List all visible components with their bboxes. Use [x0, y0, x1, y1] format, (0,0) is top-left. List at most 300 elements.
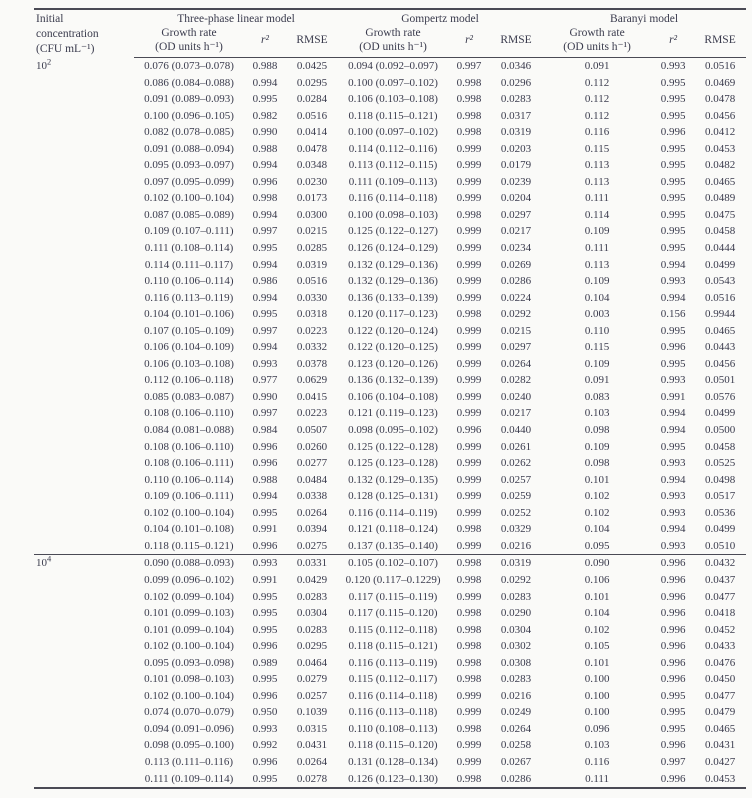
value-cell: 0.0283 [296, 590, 328, 603]
value-cell: 0.0516 [704, 60, 736, 72]
value-cell: 0.132 (0.129–0.135) [348, 473, 438, 486]
value-cell: 0.095 (0.093–0.098) [144, 656, 234, 669]
value-cell: 0.0576 [704, 390, 736, 403]
value-cell: 0.0319 [500, 126, 532, 139]
value-cell: 0.994 [252, 258, 278, 271]
value-cell: 0.997 [252, 225, 278, 238]
value-cell: 0.0464 [296, 656, 328, 669]
table-row [34, 472, 746, 489]
value-cell: 0.0348 [296, 159, 328, 172]
value-cell: 0.995 [252, 623, 278, 636]
value-cell: 0.0297 [500, 341, 532, 354]
value-cell: 0.0308 [500, 656, 532, 669]
value-cell: 0.137 (0.135–0.140) [348, 539, 438, 552]
value-cell: 0.998 [456, 76, 482, 89]
value-cell: 0.0286 [500, 772, 532, 785]
concentration-cell [34, 306, 134, 323]
value-cell: 0.998 [456, 573, 482, 586]
value-cell: 0.0456 [704, 109, 736, 122]
concentration-cell [34, 207, 134, 224]
concentration-cell [34, 538, 134, 555]
value-cell: 0.125 (0.122–0.127) [348, 225, 438, 238]
value-cell: 0.0304 [500, 623, 532, 636]
value-cell: 0.098 (0.095–0.100) [144, 739, 234, 752]
value-cell: 0.0286 [500, 275, 532, 288]
value-cell: 0.995 [660, 225, 686, 238]
value-cell: 0.0516 [704, 291, 736, 304]
value-cell: 0.950 [252, 706, 278, 719]
value-cell: 0.996 [660, 673, 686, 686]
value-cell: 0.999 [456, 159, 482, 172]
value-cell: 0.998 [456, 208, 482, 221]
value-cell: 0.995 [252, 590, 278, 603]
value-cell: 0.0258 [500, 739, 532, 752]
value-cell: 0.995 [660, 722, 686, 735]
value-cell: 0.984 [252, 424, 278, 437]
value-cell: 0.999 [456, 739, 482, 752]
table-row [34, 555, 746, 572]
value-cell: 0.998 [456, 673, 482, 686]
value-cell: 0.121 (0.119–0.123) [348, 407, 438, 420]
value-cell: 0.114 [584, 208, 610, 221]
table-row [34, 240, 746, 257]
value-cell: 0.122 (0.120–0.125) [348, 341, 438, 354]
value-cell: 0.091 (0.088–0.094) [144, 142, 234, 155]
table-row [34, 141, 746, 158]
value-cell: 0.999 [456, 225, 482, 238]
value-cell: 0.110 (0.106–0.114) [144, 473, 234, 486]
concentration-cell [34, 505, 134, 522]
table-row [34, 704, 746, 721]
value-cell: 0.125 (0.122–0.128) [348, 440, 438, 453]
value-cell: 0.003 [584, 308, 610, 321]
value-cell: 0.998 [456, 523, 482, 536]
value-cell: 0.100 (0.097–0.102) [348, 76, 438, 89]
value-cell: 0.0295 [296, 76, 328, 89]
value-cell: 0.996 [660, 772, 686, 785]
value-cell: 0.995 [252, 607, 278, 620]
value-cell: 0.111 (0.108–0.114) [144, 242, 234, 255]
value-cell: 0.996 [252, 440, 278, 453]
value-cell: 0.0249 [500, 706, 532, 719]
value-cell: 0.0252 [500, 506, 532, 519]
value-cell: 0.100 [584, 673, 610, 686]
value-cell: 0.125 (0.123–0.128) [348, 457, 438, 470]
value-cell: 0.116 (0.113–0.119) [144, 291, 234, 304]
table-row [34, 455, 746, 472]
table-row [34, 207, 746, 224]
concentration-exponent: 2 [47, 57, 52, 67]
value-cell: 0.082 (0.078–0.085) [144, 126, 234, 139]
table-row [34, 638, 746, 655]
value-cell: 0.0478 [296, 142, 328, 155]
value-cell: 0.0499 [704, 523, 736, 536]
value-cell: 0.0203 [500, 142, 532, 155]
value-cell: 0.115 (0.112–0.118) [348, 623, 438, 636]
concentration-cell [34, 422, 134, 439]
value-cell: 0.0282 [500, 374, 532, 387]
value-cell: 0.102 (0.100–0.104) [144, 640, 234, 653]
value-cell: 0.0239 [500, 175, 532, 188]
value-cell: 0.0414 [296, 126, 328, 139]
value-cell: 0.995 [660, 357, 686, 370]
value-cell: 0.110 [584, 324, 610, 337]
table-row [34, 290, 746, 307]
value-cell: 0.0452 [704, 623, 736, 636]
value-cell: 0.999 [456, 291, 482, 304]
value-cell: 0.112 [584, 76, 610, 89]
value-cell: 0.997 [660, 755, 686, 768]
table-row [34, 108, 746, 125]
value-cell: 0.101 [584, 590, 610, 603]
concentration-cell [34, 157, 134, 174]
concentration-cell [34, 754, 134, 771]
value-cell: 0.996 [252, 640, 278, 653]
value-cell: 0.995 [660, 109, 686, 122]
value-cell: 0.999 [456, 457, 482, 470]
value-cell: 0.087 (0.085–0.089) [144, 208, 234, 221]
value-cell: 0.0240 [500, 390, 532, 403]
value-cell: 0.994 [252, 291, 278, 304]
table-row [34, 771, 746, 789]
value-cell: 0.109 [584, 440, 610, 453]
table-row [34, 405, 746, 422]
value-cell: 0.0499 [704, 258, 736, 271]
table-row [34, 737, 746, 754]
concentration-cell [34, 273, 134, 290]
value-cell: 0.116 (0.114–0.119) [348, 506, 438, 519]
value-cell: 0.106 [584, 573, 610, 586]
value-cell: 0.123 (0.120–0.126) [348, 357, 438, 370]
value-cell: 0.999 [456, 755, 482, 768]
value-cell: 0.998 [456, 126, 482, 139]
value-cell: 0.0224 [500, 291, 532, 304]
concentration-exponent: 4 [47, 554, 52, 564]
value-cell: 0.105 (0.102–0.107) [338, 555, 448, 572]
concentration-cell [34, 605, 134, 622]
growth-rate-label: Growth rate [365, 27, 421, 39]
value-cell: 0.0264 [296, 755, 328, 768]
value-cell: 0.0292 [500, 573, 532, 586]
value-cell: 0.0498 [704, 473, 736, 486]
value-cell: 0.118 (0.115–0.120) [348, 739, 438, 752]
growth-rate-units: (OD units h⁻¹) [155, 41, 223, 53]
value-cell: 0.0264 [500, 357, 532, 370]
concentration-cell [34, 190, 134, 207]
value-cell: 0.099 (0.096–0.102) [144, 573, 234, 586]
value-cell: 0.997 [252, 324, 278, 337]
value-cell: 0.098 [584, 457, 610, 470]
value-cell: 0.995 [660, 706, 686, 719]
value-cell: 0.106 (0.104–0.108) [348, 390, 438, 403]
value-cell: 0.108 (0.106–0.110) [144, 407, 234, 420]
value-cell: 0.100 (0.098–0.103) [348, 208, 438, 221]
value-cell: 0.999 [456, 407, 482, 420]
value-cell: 0.995 [252, 242, 278, 255]
table-row [34, 75, 746, 92]
value-cell: 0.0465 [704, 324, 736, 337]
value-cell: 0.995 [660, 440, 686, 453]
value-cell: 0.104 (0.101–0.106) [144, 308, 234, 321]
value-cell: 0.120 (0.117–0.1229) [345, 573, 441, 586]
value-cell: 0.110 (0.106–0.114) [144, 275, 234, 288]
value-cell: 0.993 [660, 457, 686, 470]
value-cell: 0.988 [252, 60, 278, 72]
value-cell: 0.0297 [500, 208, 532, 221]
value-cell: 0.0477 [704, 590, 736, 603]
value-cell: 0.107 (0.105–0.109) [144, 324, 234, 337]
table-row [34, 505, 746, 522]
growth-rate-units: (OD units h⁻¹) [563, 41, 631, 53]
group-header-three-phase: Three-phase linear model [177, 13, 295, 25]
table-row [34, 323, 746, 340]
table-row [34, 688, 746, 705]
table-row [34, 422, 746, 439]
value-cell: 0.0275 [296, 539, 328, 552]
value-cell: 0.0267 [500, 755, 532, 768]
value-cell: 0.0458 [704, 440, 736, 453]
value-cell: 0.994 [252, 159, 278, 172]
value-cell: 0.102 (0.100–0.104) [144, 689, 234, 702]
value-cell: 0.996 [660, 656, 686, 669]
value-cell: 0.998 [456, 308, 482, 321]
value-cell: 0.0431 [704, 739, 736, 752]
value-cell: 0.999 [456, 192, 482, 205]
value-cell: 0.998 [456, 623, 482, 636]
value-cell: 0.0440 [500, 424, 532, 437]
value-cell: 0.990 [252, 126, 278, 139]
value-cell: 0.0283 [296, 623, 328, 636]
value-cell: 0.090 [542, 555, 652, 572]
value-cell: 0.0475 [704, 208, 736, 221]
growth-rate-header [134, 26, 244, 58]
value-cell: 0.118 (0.115–0.121) [144, 539, 234, 552]
value-cell: 0.102 [584, 623, 610, 636]
value-cell: 0.0329 [500, 523, 532, 536]
r-squared-header: r² [448, 26, 490, 58]
value-cell: 0.999 [456, 689, 482, 702]
value-cell: 0.999 [456, 258, 482, 271]
value-cell: 0.116 (0.113–0.119) [348, 656, 438, 669]
value-cell: 0.994 [660, 258, 686, 271]
value-cell: 0.0269 [500, 258, 532, 271]
value-cell: 0.095 (0.093–0.097) [144, 159, 234, 172]
value-cell: 0.126 (0.124–0.129) [348, 242, 438, 255]
concentration-cell [34, 257, 134, 274]
value-cell: 0.0234 [500, 242, 532, 255]
value-cell: 0.132 (0.129–0.136) [348, 275, 438, 288]
value-cell: 0.0216 [500, 539, 532, 552]
sub-header-row [34, 26, 746, 58]
concentration-cell [34, 589, 134, 606]
concentration-cell [34, 439, 134, 456]
table-header [34, 9, 746, 58]
value-cell: 0.0510 [704, 539, 736, 552]
value-cell: 0.117 (0.115–0.119) [348, 590, 438, 603]
table-row [34, 754, 746, 771]
value-cell: 0.117 (0.115–0.120) [348, 607, 438, 620]
value-cell: 0.131 (0.128–0.134) [348, 755, 438, 768]
value-cell: 0.0629 [296, 374, 328, 387]
value-cell: 0.0378 [296, 357, 328, 370]
value-cell: 0.995 [252, 772, 278, 785]
value-cell: 0.996 [660, 341, 686, 354]
value-cell: 0.996 [252, 457, 278, 470]
value-cell: 0.0230 [296, 175, 328, 188]
value-cell: 0.116 [584, 755, 610, 768]
value-cell: 0.0259 [500, 490, 532, 503]
value-cell: 0.136 (0.133–0.139) [348, 291, 438, 304]
value-cell: 0.998 [456, 640, 482, 653]
value-cell: 0.0469 [704, 76, 736, 89]
concentration-cell [34, 174, 134, 191]
value-cell: 0.121 (0.118–0.124) [348, 523, 438, 536]
value-cell: 0.995 [660, 208, 686, 221]
value-cell: 0.994 [660, 523, 686, 536]
value-cell: 0.104 (0.101–0.108) [144, 523, 234, 536]
table-row [34, 273, 746, 290]
value-cell: 0.995 [252, 308, 278, 321]
value-cell: 0.115 (0.112–0.117) [348, 673, 438, 686]
value-cell: 0.0290 [500, 607, 532, 620]
value-cell: 0.0223 [296, 407, 328, 420]
value-cell: 0.996 [660, 126, 686, 139]
value-cell: 0.112 (0.106–0.118) [144, 374, 234, 387]
concentration-cell [34, 240, 134, 257]
value-cell: 0.0278 [296, 772, 328, 785]
table-row [34, 306, 746, 323]
value-cell: 0.109 (0.107–0.111) [144, 225, 234, 238]
value-cell: 0.114 (0.111–0.117) [144, 258, 234, 271]
concentration-cell [34, 655, 134, 672]
growth-models-table [34, 8, 746, 789]
concentration-cell [34, 472, 134, 489]
value-cell: 0.094 (0.091–0.096) [144, 722, 234, 735]
value-cell: 0.120 (0.117–0.123) [348, 308, 438, 321]
concentration-cell [34, 389, 134, 406]
growth-rate-label: Growth rate [569, 27, 625, 39]
value-cell: 0.113 [584, 258, 610, 271]
value-cell: 0.102 (0.100–0.104) [144, 506, 234, 519]
value-cell: 0.098 [584, 424, 610, 437]
table-row [34, 58, 746, 75]
value-cell: 0.106 (0.103–0.108) [348, 93, 438, 106]
value-cell: 0.0264 [500, 722, 532, 735]
value-cell: 0.0179 [500, 159, 532, 172]
value-cell: 0.0204 [500, 192, 532, 205]
value-cell: 0.112 [584, 109, 610, 122]
value-cell: 0.101 (0.099–0.103) [144, 607, 234, 620]
value-cell: 0.122 (0.120–0.124) [348, 324, 438, 337]
value-cell: 0.995 [660, 93, 686, 106]
value-cell: 0.993 [660, 374, 686, 387]
value-cell: 0.996 [660, 590, 686, 603]
value-cell: 0.996 [660, 573, 686, 586]
value-cell: 0.999 [456, 275, 482, 288]
value-cell: 0.113 (0.111–0.116) [144, 755, 234, 768]
value-cell: 0.0431 [296, 739, 328, 752]
value-cell: 0.998 [456, 656, 482, 669]
value-cell: 0.098 (0.095–0.102) [348, 424, 438, 437]
value-cell: 0.102 (0.099–0.104) [144, 590, 234, 603]
value-cell: 0.998 [456, 93, 482, 106]
value-cell: 0.9944 [704, 308, 736, 321]
value-cell: 0.992 [252, 739, 278, 752]
concentration-cell [34, 108, 134, 125]
initial-concentration-line2: concentration [36, 28, 99, 40]
value-cell: 0.0465 [704, 175, 736, 188]
value-cell: 0.996 [252, 539, 278, 552]
value-cell: 0.094 (0.092–0.097) [348, 60, 438, 72]
value-cell: 0.0292 [500, 308, 532, 321]
value-cell: 0.994 [660, 407, 686, 420]
value-cell: 0.109 [584, 357, 610, 370]
table-row [34, 124, 746, 141]
value-cell: 0.996 [252, 689, 278, 702]
value-cell: 0.0516 [296, 109, 328, 122]
value-cell: 0.996 [660, 640, 686, 653]
value-cell: 0.108 (0.106–0.111) [144, 457, 234, 470]
growth-rate-header [542, 26, 652, 58]
value-cell: 0.0331 [286, 555, 338, 572]
value-cell: 0.090 (0.088–0.093) [134, 555, 244, 572]
group-header-baranyi: Baranyi model [610, 13, 679, 25]
value-cell: 0.996 [456, 424, 482, 437]
value-cell: 0.993 [244, 555, 286, 572]
value-cell: 0.115 [584, 341, 610, 354]
table-row [34, 157, 746, 174]
value-cell: 0.101 (0.098–0.103) [144, 673, 234, 686]
value-cell: 0.100 (0.097–0.102) [348, 126, 438, 139]
concentration-cell [34, 290, 134, 307]
value-cell: 0.996 [660, 739, 686, 752]
value-cell: 0.0215 [296, 225, 328, 238]
value-cell: 0.0507 [296, 424, 328, 437]
value-cell: 0.0465 [704, 722, 736, 735]
growth-rate-label: Growth rate [161, 27, 217, 39]
value-cell: 0.993 [660, 60, 686, 72]
value-cell: 0.0425 [296, 60, 328, 72]
value-cell: 0.0319 [490, 555, 542, 572]
concentration-cell: $10^2$ [36, 57, 52, 72]
value-cell: 0.114 (0.112–0.116) [348, 142, 438, 155]
concentration-cell [34, 223, 134, 240]
rmse-header: RMSE [490, 26, 542, 58]
value-cell: 0.0476 [704, 656, 736, 669]
value-cell: 0.0300 [296, 208, 328, 221]
table-row [34, 190, 746, 207]
value-cell: 0.0458 [704, 225, 736, 238]
value-cell: 0.111 [585, 242, 610, 255]
value-cell: 0.076 (0.073–0.078) [144, 60, 234, 72]
value-cell: 0.0433 [704, 640, 736, 653]
concentration-cell [34, 323, 134, 340]
table-row [34, 356, 746, 373]
value-cell: 0.0427 [704, 755, 736, 768]
value-cell: 0.996 [660, 623, 686, 636]
value-cell: 0.086 (0.084–0.088) [144, 76, 234, 89]
value-cell: 0.0285 [296, 242, 328, 255]
value-cell: 0.0444 [704, 242, 736, 255]
value-cell: 0.110 (0.108–0.113) [348, 722, 438, 735]
table-row [34, 721, 746, 738]
value-cell: 0.995 [660, 175, 686, 188]
value-cell: 0.104 [584, 607, 610, 620]
value-cell: 0.0489 [704, 192, 736, 205]
value-cell: 0.0517 [704, 490, 736, 503]
value-cell: 0.113 (0.112–0.115) [348, 159, 438, 172]
value-cell: 0.109 (0.106–0.111) [144, 490, 234, 503]
